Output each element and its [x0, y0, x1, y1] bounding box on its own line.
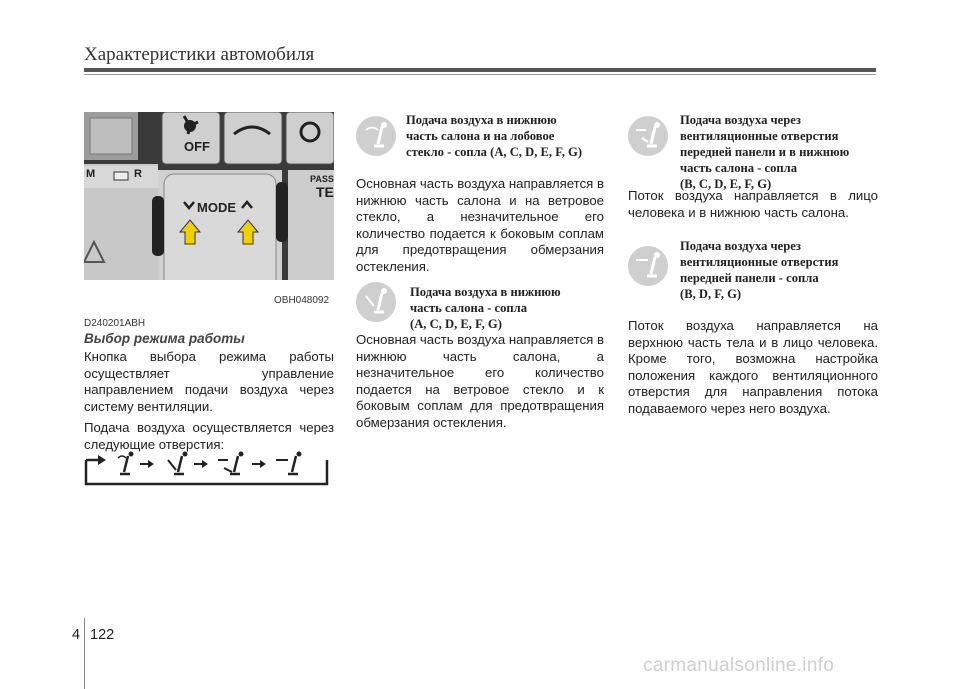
- label-te: TE: [316, 184, 334, 200]
- right-block1-text: Поток воздуха направляется в лицо человека и в нижнюю часть салона.: [628, 188, 878, 220]
- watermark-text[interactable]: carmanualsonline.info: [643, 655, 835, 676]
- right-block1-title-line: (B, C, D, E, F, G): [680, 177, 772, 191]
- page-header-title: Характеристики автомобиля: [84, 44, 315, 65]
- left-para-2: Подача воздуха осуществляется через следующие отверстия:: [84, 420, 334, 452]
- bi-level-icon: [218, 452, 244, 475]
- right-block2-title-line: передней панели - сопла: [680, 271, 819, 285]
- middle-block2-title-line: Подача воздуха в нижнюю: [410, 285, 561, 299]
- defrost-floor-icon: [118, 452, 134, 475]
- defrost-floor-mode-icon: [356, 116, 396, 156]
- middle-block1-title-line: стекло - сопла (A, C, D, E, F, G): [406, 145, 583, 159]
- middle-block1-text: Основная часть воздуха направляется в нижнюю часть салона и на ветровое стекло, а незначительное его количество подается к боковым соплам для предотвращения обмерзания остекления.: [356, 176, 604, 274]
- arrow-right-icon: [252, 460, 266, 468]
- floor-icon: [168, 452, 188, 475]
- right-block1-title-line: часть салона - сопла: [680, 161, 798, 175]
- right-block2-title: [680, 238, 838, 302]
- right-block2-text: Поток воздуха направляется на верхнюю часть тела и в лицо человека. Кроме того, возможна настройка положения каждого вентиляционного отверстия для направления потока подаваемого через него воздуха.: [628, 318, 878, 416]
- climate-panel-photo: [84, 112, 334, 308]
- label-mode: MODE: [197, 200, 236, 215]
- left-para-1: Кнопка выбора режима работы осуществляет управление направлением подачи воздуха через систему вентиляции.: [84, 349, 334, 414]
- face-icon: [276, 452, 302, 475]
- right-block1-title-line: Подача воздуха через: [680, 113, 801, 127]
- middle-block1-title-line: часть салона и на лобовое: [406, 129, 555, 143]
- page-number: 122: [90, 627, 115, 643]
- right-block1-title-line: вентиляционные отверстия: [680, 129, 839, 143]
- bi-level-mode-icon: [628, 116, 668, 156]
- chapter-number: 4: [72, 627, 81, 643]
- right-block2-title-line: (B, D, F, G): [680, 287, 742, 301]
- middle-block1-title-line: Подача воздуха в нижнюю: [406, 113, 557, 127]
- figure-code: OBH048092: [274, 295, 330, 306]
- right-block2-title-line: вентиляционные отверстия: [680, 255, 839, 269]
- mode-sequence-diagram: [84, 448, 329, 488]
- right-block1-title: [680, 112, 849, 192]
- header-rule-thin: [84, 74, 876, 75]
- label-pass: PASS: [310, 174, 334, 184]
- face-mode-icon: [628, 246, 668, 286]
- arrow-right-icon: [86, 455, 106, 465]
- label-off: OFF: [184, 139, 210, 154]
- middle-block2-title-line: часть салона - сопла: [410, 301, 528, 315]
- arrow-right-icon: [140, 460, 154, 468]
- middle-block2-title: [410, 284, 561, 332]
- arrow-right-icon: [194, 460, 208, 468]
- section-heading: Выбор режима работы: [84, 331, 245, 346]
- label-r: R: [134, 168, 142, 180]
- right-block2-title-line: Подача воздуха через: [680, 239, 801, 253]
- middle-block2-text: Основная часть воздуха направляется в нижнюю часть салона, а незначительное его количество подается на ветровое стекло и к боковым соплам для предотвращения обмерзания остекления.: [356, 332, 604, 430]
- left-body: [84, 349, 334, 459]
- header-rule: [84, 68, 876, 72]
- middle-block1-title: [406, 112, 582, 160]
- label-m: M: [86, 168, 96, 180]
- ref-code: D240201ABH: [84, 318, 146, 329]
- right-block1-title-line: передней панели и в нижнюю: [680, 145, 850, 159]
- floor-mode-icon: [356, 282, 396, 322]
- footer-divider: [84, 618, 85, 689]
- middle-block2-title-line: (A, C, D, E, F, G): [410, 317, 502, 331]
